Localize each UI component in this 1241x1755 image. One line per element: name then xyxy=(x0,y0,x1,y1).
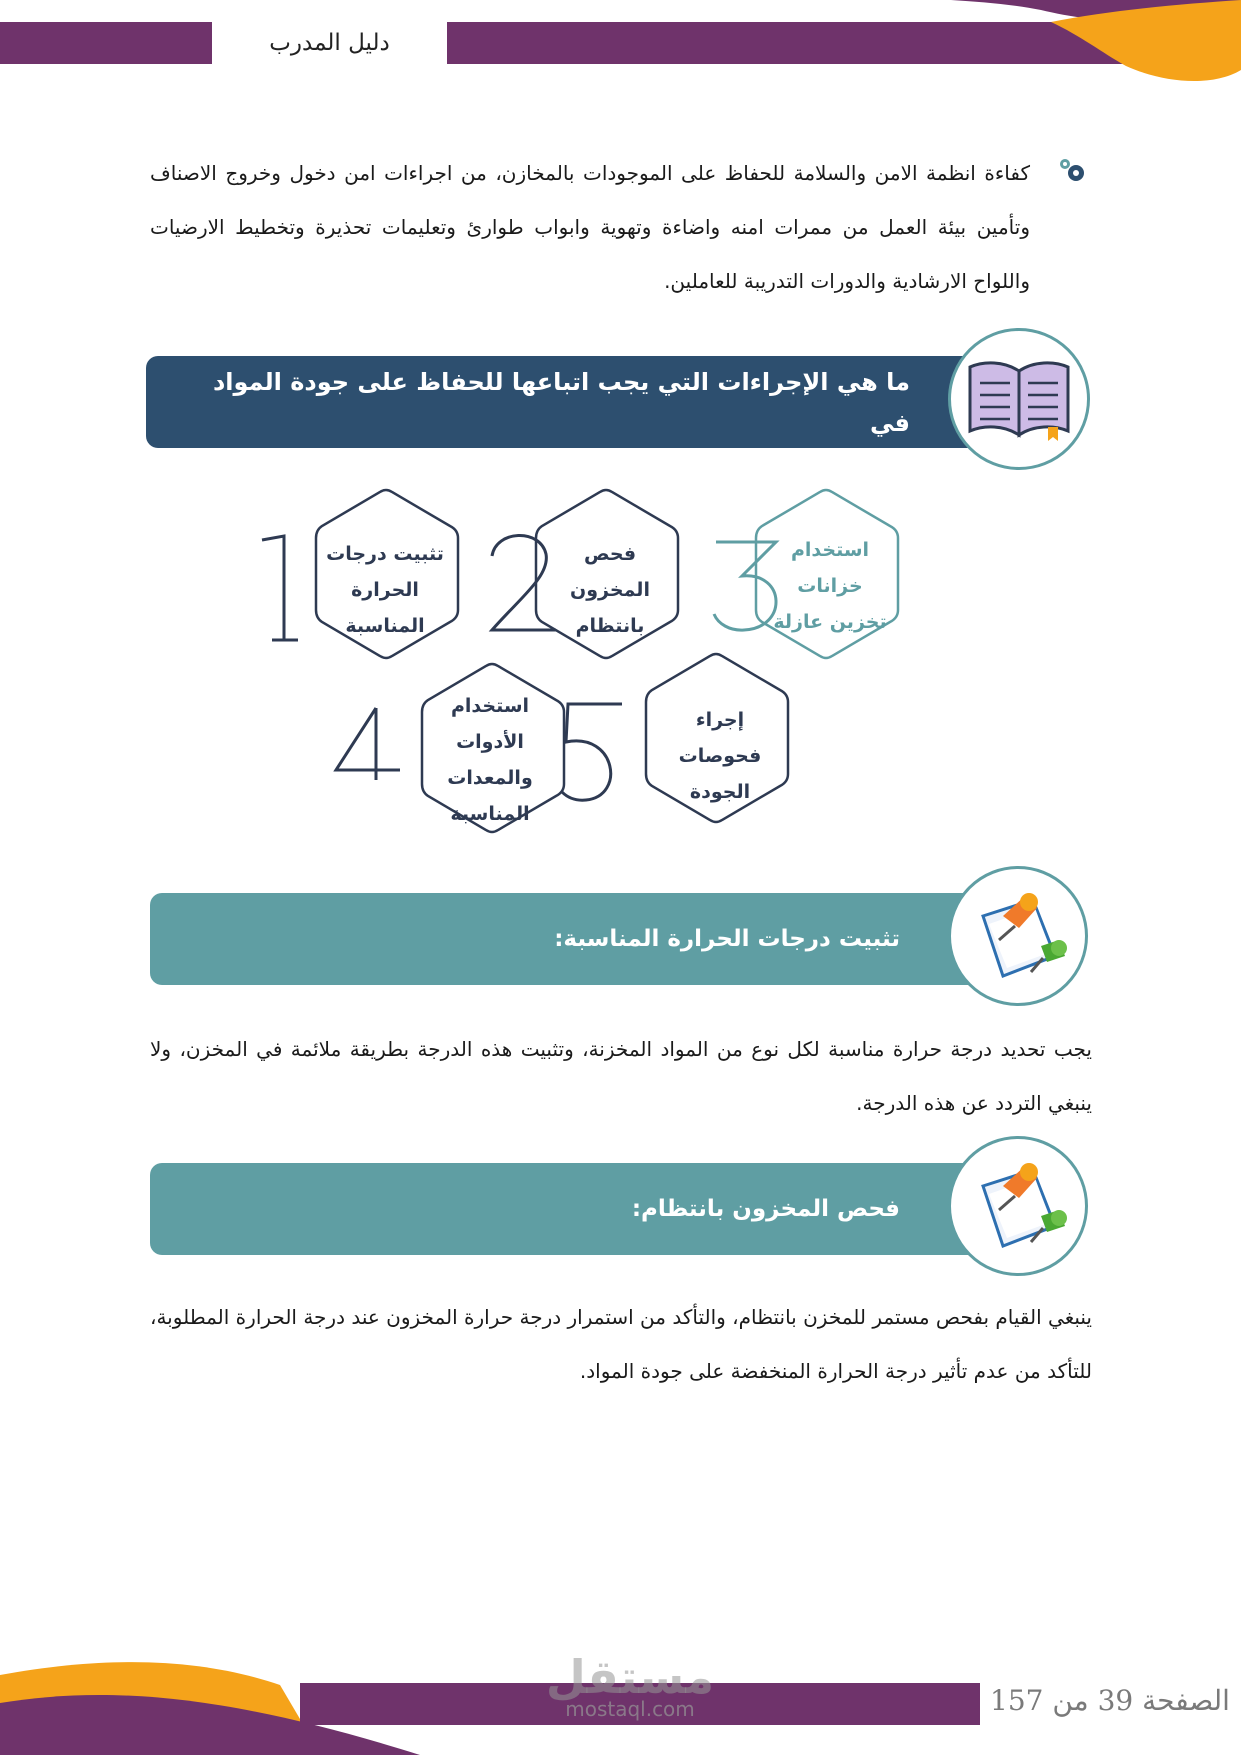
intro-paragraph: كفاءة انظمة الامن والسلامة للحفاظ على الموجودات بالمخازن، من اجراءات امن دخول وخروج الاصناف وتأمين بيئة العمل من ممرات امنه واضاءة وتهوية وابواب طوارئ وتعليمات تحذيرة وتخطيط الارضيات واللواح الارشادية والدورات التدريبة للعاملين. xyxy=(150,161,1030,293)
open-book-icon xyxy=(964,357,1074,441)
step-5-label: إجراء فحوصات الجودة xyxy=(678,709,762,803)
step-2-label: فحص المخزون بانتظام xyxy=(570,543,650,637)
page-number: الصفحة 39 من 157 xyxy=(990,1683,1230,1717)
step-3-label: استخدام خزانات تخزين عازلة xyxy=(773,539,887,633)
step-1-label: تثبيت درجات الحرارة المناسبة xyxy=(326,543,444,637)
header-bar-left xyxy=(0,22,212,64)
step-4-label: استخدام الأدوات والمعدات المناسبة xyxy=(447,695,533,825)
pinned-note-icon xyxy=(963,886,1073,986)
section1-paragraph: يجب تحديد درجة حرارة مناسبة لكل نوع من المواد المخزنة، وتثبيت هذه الدرجة بطريقة ملائمة في المخزن، ولا ينبغي التردد عن هذه الدرجة. xyxy=(150,1037,1092,1115)
question-line-1: ما هي الإجراءات التي يجب اتباعها للحفاظ على جودة المواد في xyxy=(212,368,910,437)
section2-icon-circle xyxy=(948,1136,1088,1276)
section2-title: فحص المخزون بانتظام: xyxy=(631,1196,900,1222)
section2-paragraph: ينبغي القيام بفحص مستمر للمخزن بانتظام، والتأكد من استمرار درجة حرارة المخزون عند درجة الحرارة المطلوبة، للتأكد من عدم تأثير درجة الحرارة المنخفضة على جودة المواد. xyxy=(150,1305,1092,1383)
section1-title: تثبيت درجات الحرارة المناسبة: xyxy=(554,926,900,952)
header-title: دليل المدرب xyxy=(269,30,390,56)
pinned-note-icon xyxy=(963,1156,1073,1256)
header-corner-decoration xyxy=(921,0,1241,90)
watermark-arabic: مستقل xyxy=(545,1650,715,1704)
gears-bullet-icon xyxy=(1056,156,1090,186)
book-icon-circle xyxy=(948,328,1090,470)
section1-icon-circle xyxy=(948,866,1088,1006)
question-line-2: درجات الحرارة المنخفضة في المخازن xyxy=(464,450,910,478)
question-heading xyxy=(210,362,910,478)
watermark-url: mostaql.com xyxy=(565,1697,695,1721)
steps-diagram xyxy=(240,480,960,860)
